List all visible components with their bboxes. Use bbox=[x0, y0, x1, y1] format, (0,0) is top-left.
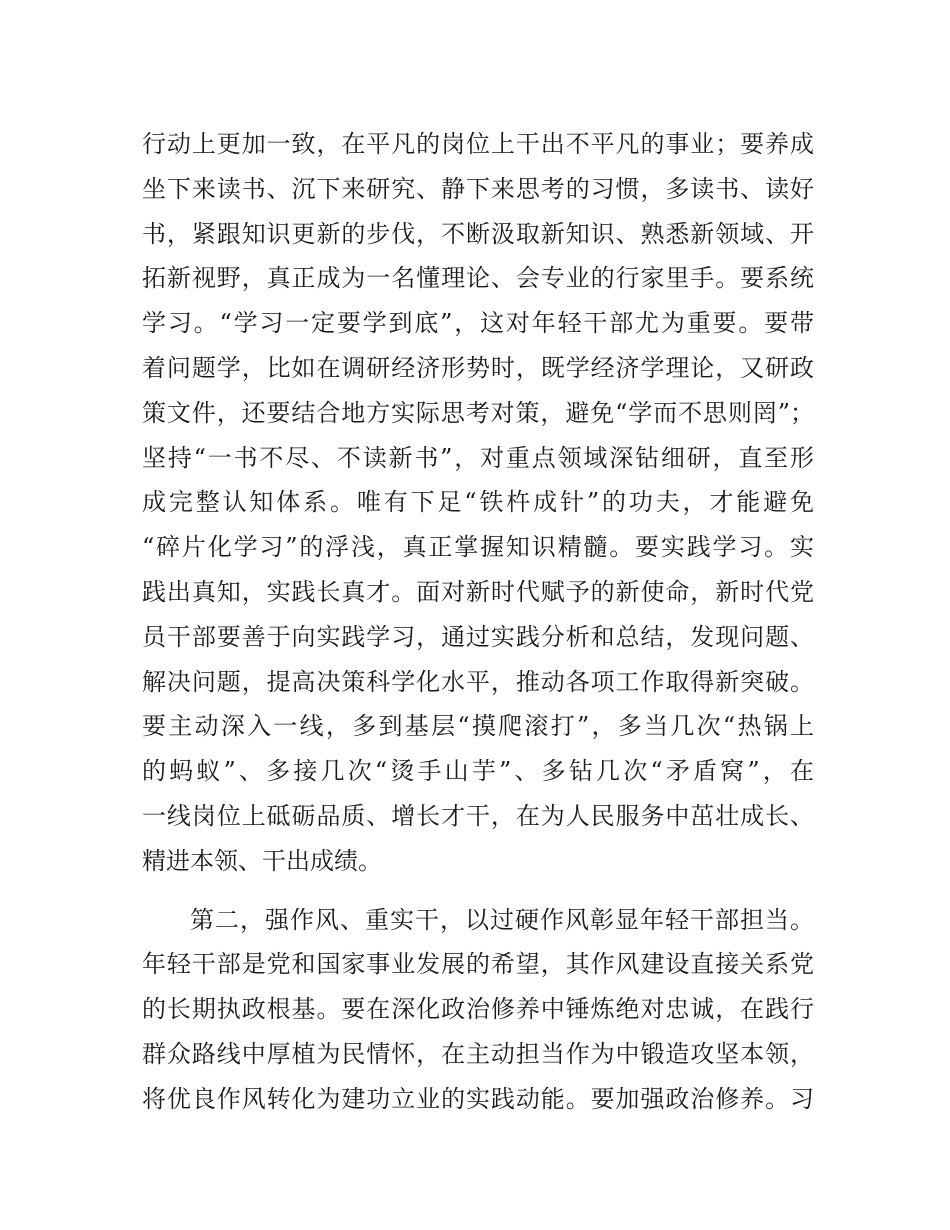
text-line: 解决问题，提高决策科学化水平，推动各项工作取得新突破。 bbox=[142, 667, 814, 696]
text-line: 的蚂蚁”、多接几次“烫手山芋”、多钻几次“矛盾窝”，在 bbox=[142, 757, 814, 786]
text-line: 书，紧跟知识更新的步伐，不断汲取新知识、熟悉新领域、开 bbox=[142, 219, 814, 248]
text-line: 的长期执政根基。要在深化政治修养中锤炼绝对忠诚，在践行 bbox=[142, 995, 814, 1024]
text-line: 群众路线中厚植为民情怀，在主动担当作为中锻造攻坚本领， bbox=[142, 1039, 814, 1068]
text-line: 成完整认知体系。唯有下足“铁杵成针”的功夫，才能避免 bbox=[142, 488, 814, 517]
text-line: 着问题学，比如在调研经济形势时，既学经济学理论，又研政 bbox=[142, 353, 814, 382]
text-line: 行动上更加一致，在平凡的岗位上干出不平凡的事业；要养成 bbox=[142, 130, 814, 158]
paragraph-1 bbox=[142, 122, 814, 884]
text-line: “碎片化学习”的浮浅，真正掌握知识精髓。要实践学习。实 bbox=[142, 533, 814, 562]
paragraph-gap bbox=[142, 884, 814, 898]
text-line: 拓新视野，真正成为一名懂理论、会专业的行家里手。要系统 bbox=[142, 264, 814, 293]
text-line-last: 精进本领、干出成绩。 bbox=[142, 846, 382, 875]
text-line: 策文件，还要结合地方实际思考对策，避免“学而不思则罔”； bbox=[142, 398, 814, 427]
text-line: 坐下来读书、沉下来研究、静下来思考的习惯，多读书、读好 bbox=[142, 174, 814, 203]
paragraph-2 bbox=[142, 898, 814, 1122]
text-line: 一线岗位上砥砺品质、增长才干，在为人民服务中茁壮成长、 bbox=[142, 801, 814, 830]
text-line: 要主动深入一线，多到基层“摸爬滚打”，多当几次“热锅上 bbox=[142, 712, 814, 741]
body-text bbox=[142, 122, 814, 1122]
text-line: 年轻干部是党和国家事业发展的希望，其作风建设直接关系党 bbox=[142, 950, 814, 979]
text-line: 员干部要善于向实践学习，通过实践分析和总结，发现问题、 bbox=[142, 622, 814, 651]
text-line: 践出真知，实践长真才。面对新时代赋予的新使命，新时代党 bbox=[142, 577, 814, 606]
text-line: 坚持“一书不尽、不读新书”，对重点领域深钻细研，直至形 bbox=[142, 443, 814, 472]
text-line-first-indented: 第二，强作风、重实干，以过硬作风彰显年轻干部担当。 bbox=[190, 905, 814, 934]
text-line: 学习。“学习一定要学到底”，这对年轻干部尤为重要。要带 bbox=[142, 309, 814, 338]
text-line: 将优良作风转化为建功立业的实践动能。要加强政治修养。习 bbox=[142, 1084, 814, 1113]
